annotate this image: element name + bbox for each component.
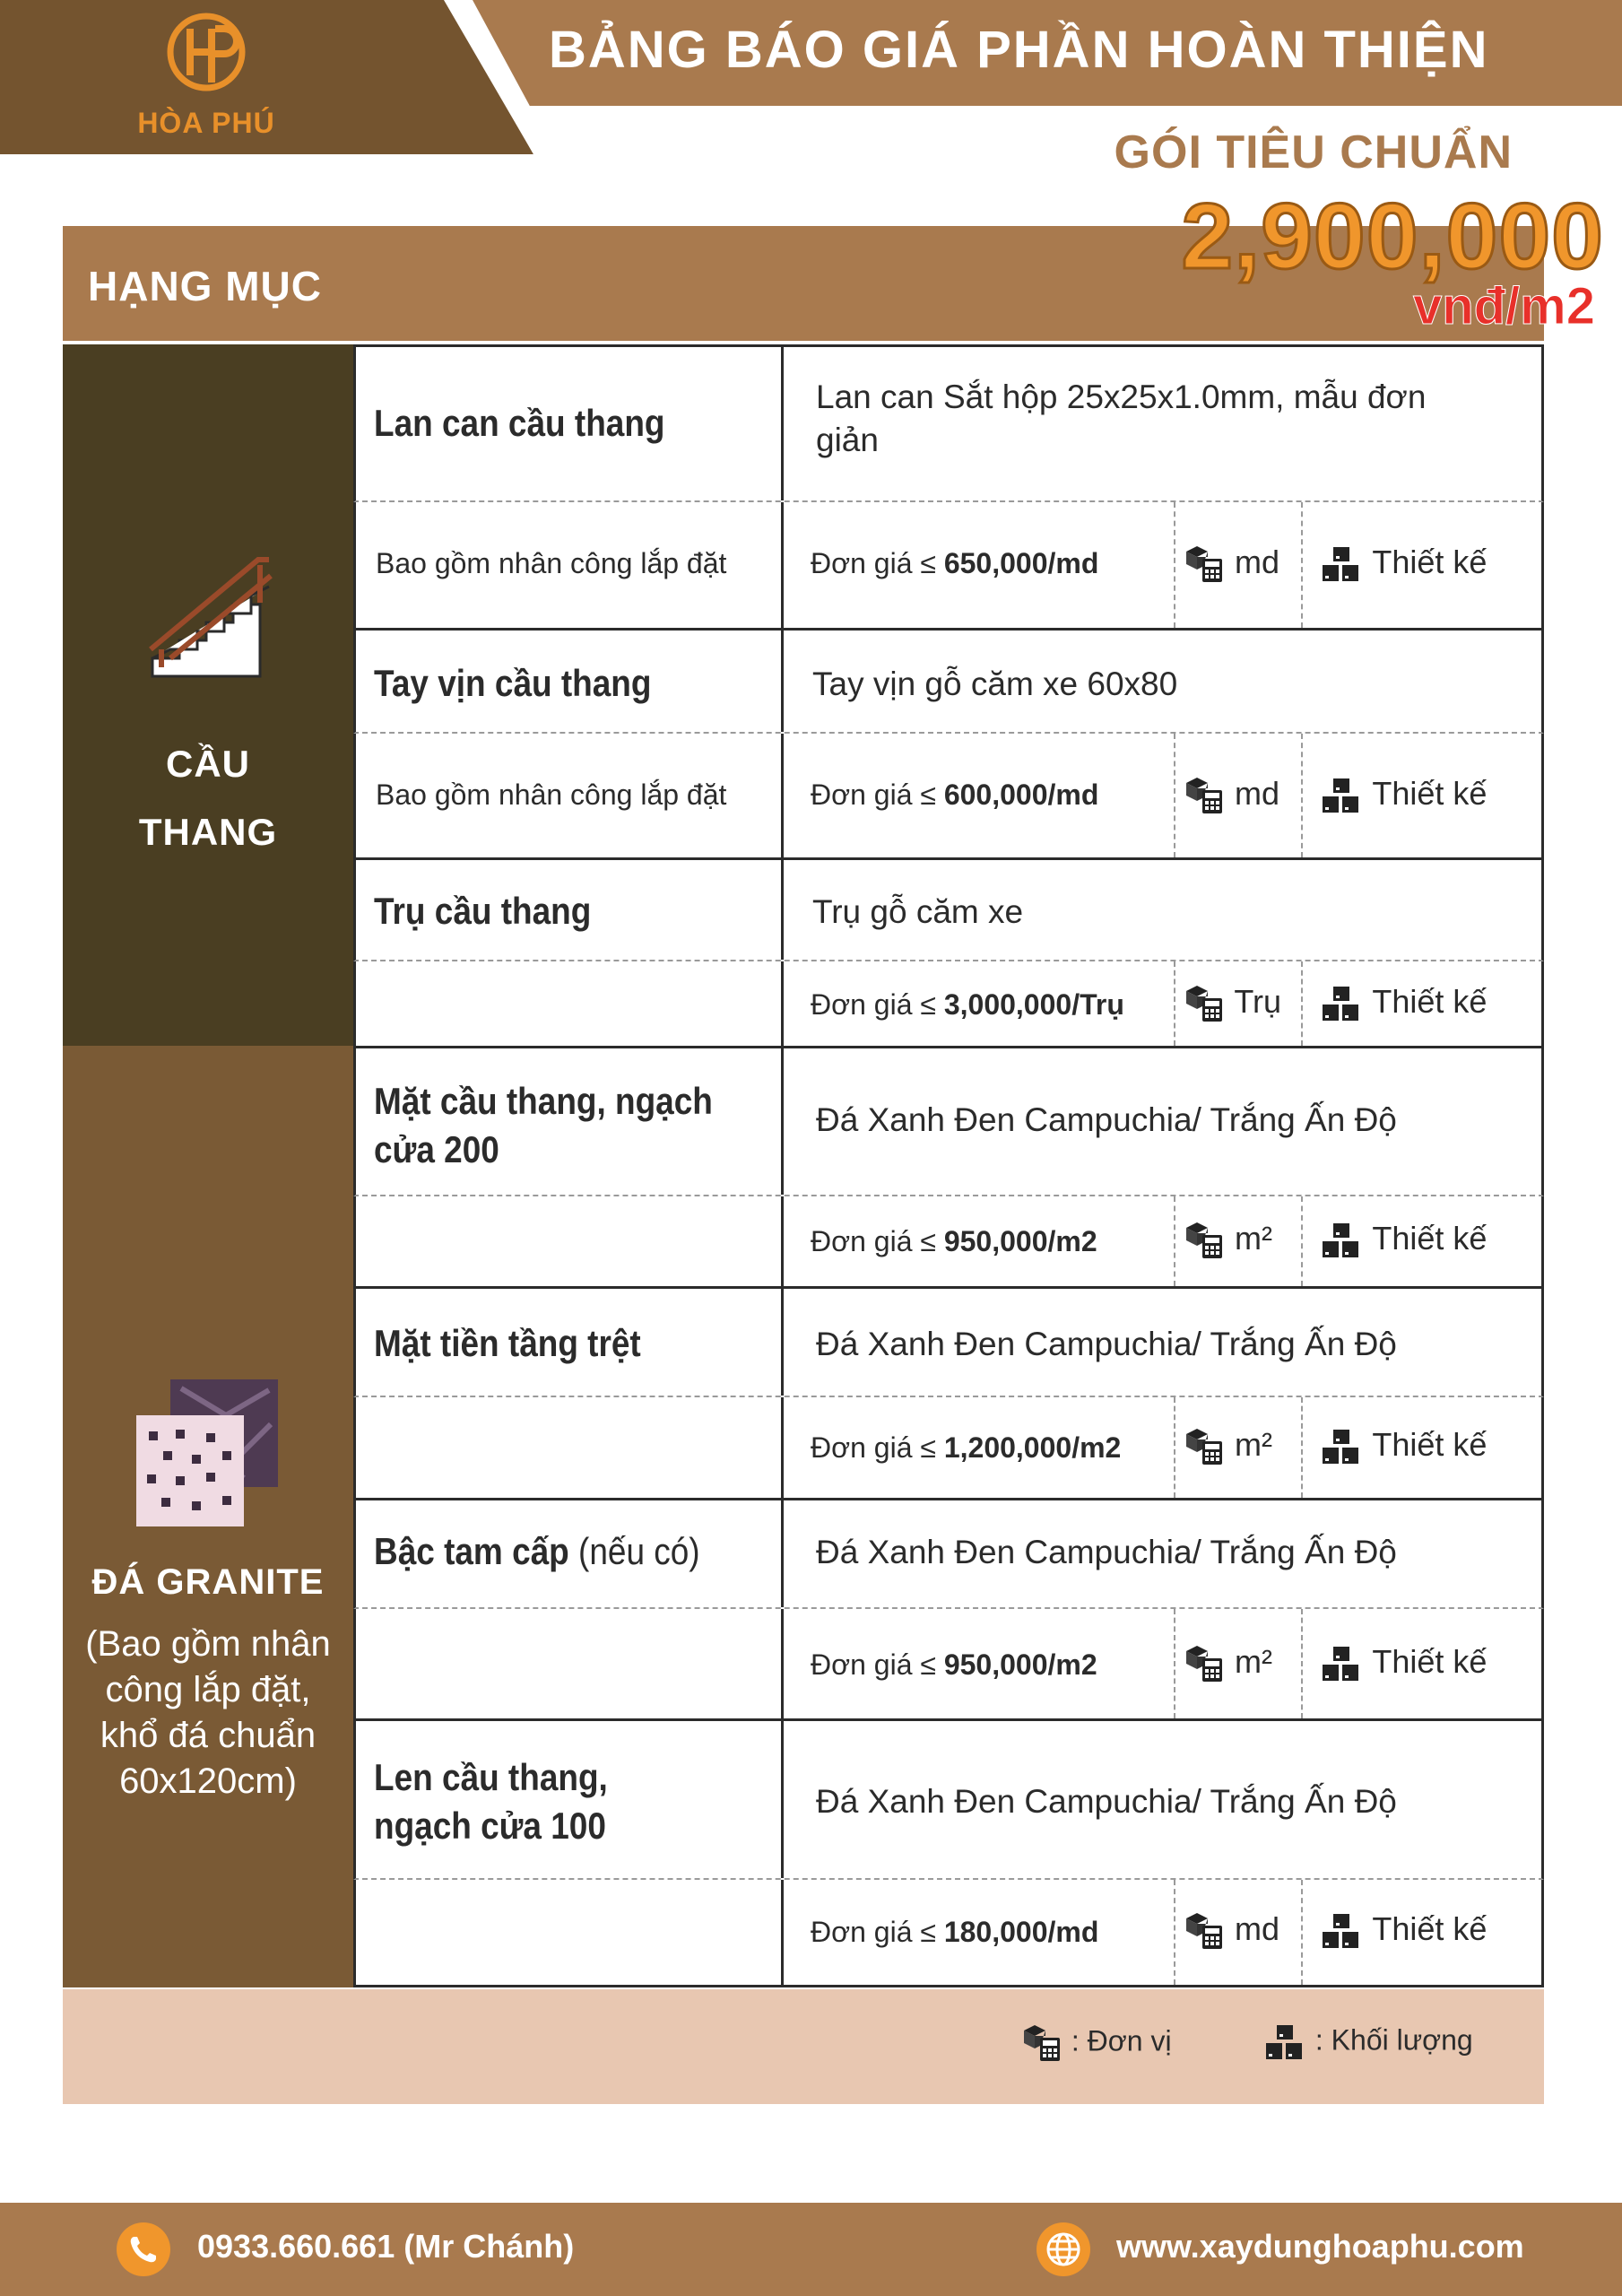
- brand-name: HÒA PHÚ: [137, 107, 275, 139]
- design-cell: [1303, 1196, 1541, 1286]
- item-sub-cell: [356, 1397, 784, 1498]
- unit-value: md: [1235, 775, 1280, 812]
- group-stairs: [63, 344, 353, 1046]
- item-name-cell: [356, 347, 784, 500]
- design-text: [1321, 544, 1487, 583]
- item-sub-cell: [356, 1196, 784, 1286]
- price-table: [63, 344, 1544, 1987]
- unit-price: [811, 778, 1098, 812]
- category-header-label: HẠNG MỤC: [88, 263, 322, 309]
- package-price: 2,900,000: [1181, 185, 1604, 289]
- design-cell: [1303, 1880, 1541, 1985]
- item-name: Len cầu thang, ngạch cửa 100: [374, 1756, 608, 1847]
- package-price-unit: vnđ/m2: [1412, 277, 1595, 335]
- granite-tile-icon: [136, 1379, 280, 1526]
- boxes-icon: [1321, 1428, 1364, 1465]
- legend: [63, 1989, 1544, 2104]
- item-name-cell: [356, 1048, 784, 1195]
- item-sub-cell: [356, 502, 784, 628]
- unit-price: [811, 988, 1124, 1022]
- table-row: [353, 1196, 1544, 1286]
- item-name-cell: [356, 631, 784, 732]
- design-label: Thiết kế: [1372, 1910, 1488, 1947]
- boxes-icon: [1321, 985, 1364, 1022]
- price-cell: [784, 734, 1175, 857]
- item-desc: Đá Xanh Đen Campuchia/ Trắng Ấn Độ: [816, 1326, 1397, 1362]
- design-text: [1321, 1220, 1487, 1259]
- price-cell: [784, 502, 1175, 628]
- unit-price: [811, 1916, 1098, 1949]
- item-sub-cell: [356, 1609, 784, 1718]
- table-row: [353, 502, 1544, 628]
- group-granite-note: (Bao gồm nhân công lắp đặt, khổ đá chuẩn 60x120cm): [85, 1624, 331, 1801]
- table-row: [353, 1718, 1544, 1880]
- unit-cell: [1175, 1397, 1303, 1498]
- unit-cell: [1175, 734, 1303, 857]
- table-row: [353, 961, 1544, 1046]
- design-text: [1321, 775, 1487, 814]
- design-label: Thiết kế: [1372, 1643, 1488, 1680]
- design-cell: [1303, 734, 1541, 857]
- price-prefix: Đơn giá ≤: [811, 1916, 936, 1948]
- item-name-cell: [356, 1721, 784, 1878]
- price-value: 1,200,000/m2: [943, 1431, 1122, 1464]
- design-cell: [1303, 502, 1541, 628]
- group-granite: [63, 1046, 353, 1987]
- price-cell: [784, 1196, 1175, 1286]
- table-row: [353, 1880, 1544, 1987]
- design-text: [1321, 1426, 1487, 1465]
- item-name: Mặt cầu thang, ngạch cửa 200: [374, 1080, 713, 1170]
- item-sub-cell: [356, 961, 784, 1046]
- item-sub-cell: [356, 1880, 784, 1985]
- table-row: [353, 344, 1544, 502]
- unit-calculator-icon: [1184, 984, 1226, 1023]
- price-value: 950,000/m2: [943, 1225, 1097, 1257]
- item-name-cell: [356, 860, 784, 960]
- price-prefix: Đơn giá ≤: [811, 1648, 936, 1681]
- table-row: [353, 1498, 1544, 1609]
- item-sub: Bao gồm nhân công lắp đặt: [376, 778, 727, 811]
- unit-calculator-icon: [1184, 776, 1226, 815]
- item-name: Trụ cầu thang: [374, 890, 592, 932]
- table-row: [353, 1609, 1544, 1718]
- item-desc-cell: [784, 1500, 1541, 1607]
- unit-text: [1184, 1426, 1272, 1466]
- item-name-main: Bậc tam cấp: [374, 1530, 569, 1572]
- price-cell: [784, 1397, 1175, 1498]
- item-sub: Bao gồm nhân công lắp đặt: [376, 547, 727, 579]
- design-label: Thiết kế: [1372, 544, 1488, 580]
- footer-website[interactable]: www.xaydunghoaphu.com: [1116, 2228, 1524, 2265]
- legend-unit-label: : Đơn vị: [1071, 2024, 1172, 2057]
- unit-value: m²: [1235, 1643, 1272, 1680]
- item-desc: Đá Xanh Đen Campuchia/ Trắng Ấn Độ: [816, 1101, 1397, 1138]
- price-value: 600,000/md: [943, 778, 1099, 811]
- item-name: Mặt tiền tầng trệt: [374, 1322, 641, 1364]
- price-value: 180,000/md: [943, 1916, 1099, 1948]
- unit-value: md: [1235, 1910, 1280, 1947]
- brand-logo[interactable]: [134, 9, 278, 144]
- price-cell: [784, 961, 1175, 1046]
- page-title: BẢNG BÁO GIÁ PHẦN HOÀN THIỆN: [549, 21, 1489, 79]
- boxes-icon: [1321, 1645, 1364, 1683]
- item-name-cell: [356, 1289, 784, 1396]
- item-name-suffix: (nếu có): [578, 1530, 700, 1572]
- item-desc: Đá Xanh Đen Campuchia/ Trắng Ấn Độ: [816, 1534, 1397, 1570]
- unit-price: [811, 1431, 1121, 1465]
- unit-price: [811, 1648, 1097, 1682]
- item-name: Lan can cầu thang: [374, 402, 665, 444]
- footer-phone[interactable]: 0933.660.661 (Mr Chánh): [197, 2228, 575, 2265]
- staircase-icon: [134, 551, 278, 694]
- design-label: Thiết kế: [1372, 775, 1488, 812]
- item-desc: Tay vịn gỗ căm xe 60x80: [812, 665, 1178, 702]
- unit-text: [1184, 983, 1281, 1023]
- table-row: [353, 628, 1544, 734]
- legend-unit: [1022, 2023, 1172, 2063]
- unit-text: [1184, 1220, 1272, 1260]
- item-desc-cell: [784, 631, 1541, 732]
- unit-calculator-icon: [1184, 1221, 1226, 1260]
- table-row: [353, 1397, 1544, 1498]
- legend-volume: [1264, 2023, 1473, 2061]
- unit-cell: [1175, 1880, 1303, 1985]
- price-value: 950,000/m2: [943, 1648, 1097, 1681]
- unit-cell: [1175, 1196, 1303, 1286]
- group-stairs-label-1: CẦU: [166, 743, 250, 785]
- item-name: Tay vịn cầu thang: [374, 662, 652, 704]
- boxes-icon: [1264, 2023, 1307, 2061]
- unit-calculator-icon: [1184, 544, 1226, 584]
- design-cell: [1303, 961, 1541, 1046]
- design-label: Thiết kế: [1372, 1426, 1488, 1463]
- unit-value: md: [1235, 544, 1280, 580]
- item-name: [374, 1527, 719, 1576]
- unit-value: m²: [1235, 1426, 1272, 1463]
- unit-price: [811, 547, 1098, 580]
- item-name-cell: [356, 1500, 784, 1607]
- group-stairs-label-2: THANG: [138, 811, 278, 853]
- table-row: [353, 1046, 1544, 1196]
- price-cell: [784, 1880, 1175, 1985]
- item-desc-cell: [784, 1289, 1541, 1396]
- unit-value: m²: [1235, 1220, 1272, 1257]
- item-desc-cell: [784, 1721, 1541, 1878]
- globe-icon[interactable]: [1037, 2222, 1090, 2276]
- boxes-icon: [1321, 777, 1364, 814]
- price-cell: [784, 1609, 1175, 1718]
- footer: [0, 2203, 1622, 2296]
- package-name: GÓI TIÊU CHUẨN: [1114, 126, 1513, 178]
- design-text: [1321, 1643, 1487, 1683]
- table-row: [353, 857, 1544, 961]
- group-granite-label: ĐÁ GRANITE: [91, 1562, 325, 1602]
- item-desc-cell: [784, 860, 1541, 960]
- phone-icon[interactable]: [117, 2222, 170, 2276]
- unit-calculator-icon: [1184, 1427, 1226, 1466]
- price-value: 3,000,000/Trụ: [943, 988, 1124, 1021]
- unit-cell: [1175, 1609, 1303, 1718]
- unit-text: [1184, 1643, 1272, 1683]
- price-value: 650,000/md: [943, 547, 1099, 579]
- price-prefix: Đơn giá ≤: [811, 778, 936, 811]
- boxes-icon: [1321, 1912, 1364, 1950]
- unit-calculator-icon: [1022, 2023, 1063, 2063]
- design-label: Thiết kế: [1372, 1220, 1488, 1257]
- unit-cell: [1175, 961, 1303, 1046]
- price-prefix: Đơn giá ≤: [811, 1225, 936, 1257]
- unit-text: [1184, 544, 1279, 584]
- unit-calculator-icon: [1184, 1644, 1226, 1683]
- price-prefix: Đơn giá ≤: [811, 1431, 936, 1464]
- item-desc: Lan can Sắt hộp 25x25x1.0mm, mẫu đơn giản: [816, 378, 1427, 458]
- item-desc: Đá Xanh Đen Campuchia/ Trắng Ấn Độ: [816, 1783, 1397, 1820]
- price-prefix: Đơn giá ≤: [811, 988, 936, 1021]
- item-sub-cell: [356, 734, 784, 857]
- unit-text: [1184, 1910, 1279, 1951]
- item-desc-cell: [784, 1048, 1541, 1195]
- design-text: [1321, 1910, 1487, 1950]
- unit-cell: [1175, 502, 1303, 628]
- boxes-icon: [1321, 545, 1364, 583]
- table-row: [353, 734, 1544, 857]
- price-prefix: Đơn giá ≤: [811, 547, 936, 579]
- legend-volume-label: : Khối lượng: [1314, 2023, 1473, 2057]
- design-label: Thiết kế: [1372, 983, 1488, 1020]
- unit-calculator-icon: [1184, 1911, 1226, 1951]
- unit-text: [1184, 775, 1279, 815]
- unit-value: Trụ: [1234, 983, 1282, 1020]
- item-desc-cell: [784, 347, 1541, 500]
- design-text: [1321, 983, 1487, 1022]
- boxes-icon: [1321, 1222, 1364, 1259]
- design-cell: [1303, 1609, 1541, 1718]
- table-row: [353, 1286, 1544, 1397]
- hp-logo-icon: [163, 9, 249, 95]
- design-cell: [1303, 1397, 1541, 1498]
- item-desc: Trụ gỗ căm xe: [812, 893, 1024, 930]
- unit-price: [811, 1225, 1097, 1258]
